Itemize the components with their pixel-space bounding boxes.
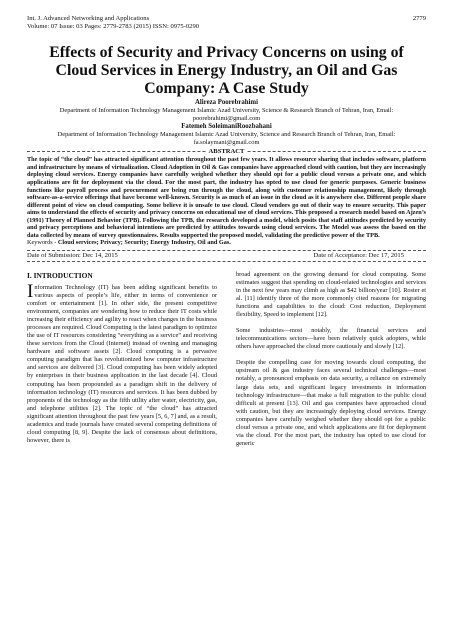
- keywords-label: Keywords -: [27, 239, 57, 247]
- paragraph: Despite the compelling case for moving towards cloud computing, the upstream oil & gas industry faces several technical challenges—most notably, a pronounced emphasis on data security, a reliance on extremely large data sets, and significant legacy investments in information technology infrastructure—that make a full migration to the public cloud difficult at present [13]. Oil and gas companies have approached cloud with caution, but they are increasingly deploying cloud services. Energy companies have carefully weighed whether they should opt for a public cloud versus a private one, and which applications are fit for deployment via the cloud. For the most part, the industry has opted to use cloud for generic: [236, 359, 426, 447]
- submission-date: Date of Submission: Dec 14, 2015: [27, 251, 118, 259]
- author-affiliation: Department of Information Technology Management Islamic Azad University, Science and Research Branch of Tehran, Iran, Email: fa.solaymani@gmail.com: [57, 131, 396, 146]
- body-columns: [27, 271, 426, 456]
- author-name: Fatemeh SoleimaniRoozbahani: [181, 123, 272, 131]
- paragraph-text: nformation Technology (IT) has been adding significant benefits to various aspects of people’s life, either in terms of convenience or comfort or entertainment [1]. In other side, the present competitive environment, companies are wondering how to reduce their IT costs while increasing their efficiency and agility to react when changes in the business processes are required. Cloud Computing is the latest paradigm to optimize the use of IT resources considering “everything as a service” and receiving these services from the Cloud (Internet) instead of owning and managing hardware and software assets [2]. Cloud computing is a pervasive computing paradigm that has revolutionized how computer infrastructure and services are delivered [3]. Cloud computing has been widely adopted by enterprises in their business application in the last decade [4]. Cloud computing has been propounded as a paradigm shift in the delivery of information technology (IT) resources and services. It has been dubbed by proponents of the technology as the fifth utility after water, electricity, gas, and telephone utilities [2]. The topic of “the cloud” has attracted significant attention throughout the past few years [5, 6, 7] and, as a result, academics and trade journals have created several competing definitions of cloud computing [8, 9]. Despite the lack of consensus about definitions, however, there is: [27, 283, 217, 444]
- acceptance-date: Date of Acceptance: Dec 17, 2015: [313, 251, 404, 259]
- dates-row: [27, 251, 426, 261]
- right-column: [236, 271, 426, 456]
- drop-cap: I: [27, 280, 34, 302]
- paragraph: [27, 280, 217, 445]
- paragraph: broad agreement on the growing demand for cloud computing. Some estimates suggest that spending on cloud-related technologies and services in the next few years may climb as high as $42 billion/year [10]. Roster et al. [11] identify three of the more commonly cited reasons for migrating functions and capabilities to the cloud: Cost reduction, Deployment flexibility, Speed to implement [12].: [236, 270, 426, 319]
- abstract-label: ABSTRACT: [208, 148, 245, 156]
- left-column: [27, 271, 217, 456]
- abstract-heading: [27, 148, 426, 156]
- volume-issue-line: Volume: 07 Issue: 03 Pages: 2779-2783 (2015) ISSN: 0975-0290: [27, 23, 200, 30]
- abstract-text: The topic of “the cloud” has attracted significant attention throughout the past few years. It allows resource sharing that includes software, platform and infrastructure by means of virtualization. Cloud Adoption in Oil & Gas companies have approached cloud with caution, but they are increasingly deploying cloud services. Energy companies have carefully weighed whether they should opt for a public cloud versus a private one, and which applications are fit for deployment via the cloud. For the most part, the industry has opted to use cloud for generic purposes. Generic business functions like payroll process and procurement are being run through the cloud, along with customer relationship management, likely through software-as-a-service offerings that have become well-known. Security is as much of an issue in the cloud as it is anywhere else. Different people share different point of view on cloud computing. Some believe it is unsafe to use cloud. Cloud vendors go out of their way to ensure security. This paper aims to understand the effects of security and privacy concerns on educational use of cloud services. This proposed a research model based on Ajzen’s (1991) Theory of Planned Behavior (TPB). Following the TPB, the research developed a model, which posits that staff attitudes predicted by security and privacy perceptions and behavioral intentions are predicted by attitudes towards using cloud services. The Model was assess the based on the data collected by means of survey questionnaires. Results supported the proposed model, validating the predictive power of the TPB.: [27, 156, 426, 239]
- section-heading: I. INTRODUCTION: [27, 270, 93, 280]
- author-affiliation: Department of Information Technology Management Islamic Azad University, Science & Research Branch of Tehran, Iran, Email: poorebrahimi@gmail.com: [59, 107, 394, 122]
- author-name: Alireza Poorebrahimi: [195, 99, 258, 106]
- running-header: [27, 0, 426, 31]
- keywords-text: Cloud services; Privacy; Security; Energy Industry, Oil and Gas.: [57, 239, 231, 247]
- paragraph: Some industries—most notably, the financial services and telecommunications sectors—have been relatively quick adopters, while others have approached the cloud more cautiously and slowly [12].: [236, 327, 426, 351]
- page-number: 2779: [412, 15, 426, 22]
- journal-name: Int. J. Advanced Networking and Applications: [27, 15, 150, 22]
- keywords-line: [27, 239, 426, 247]
- divider: [27, 261, 426, 262]
- paper-title: Effects of Security and Privacy Concerns on using of Cloud Services in Energy Industry, an Oil and Gas Company: A Case Study: [49, 44, 404, 97]
